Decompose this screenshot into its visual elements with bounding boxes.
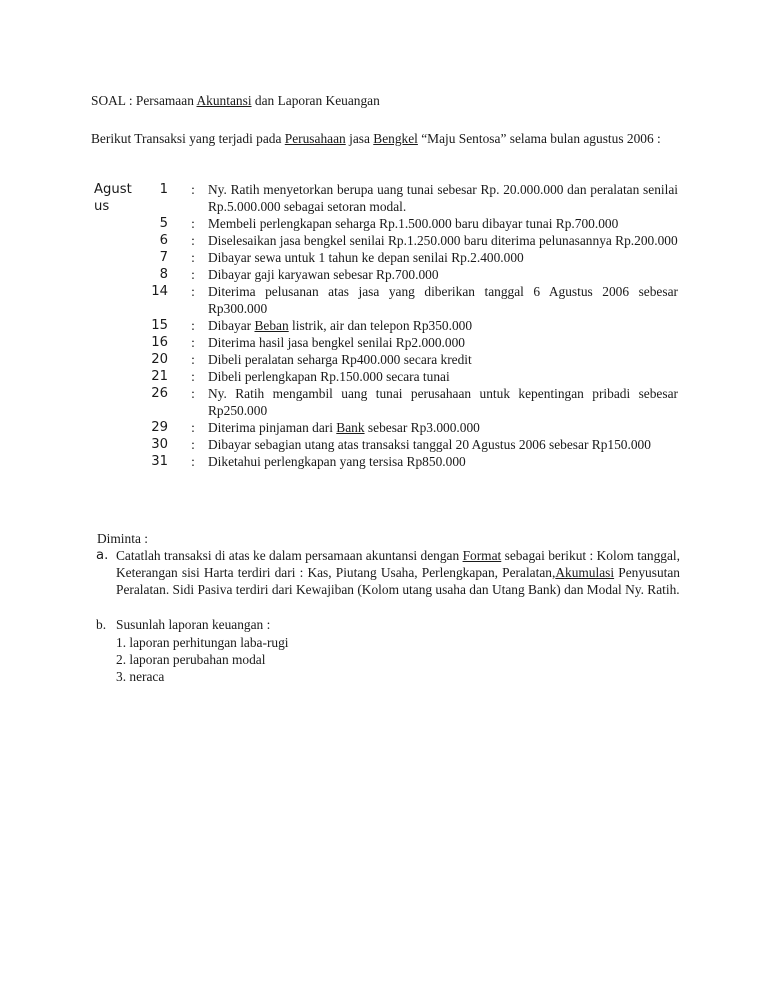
task-a-text: [116, 547, 680, 598]
transaction-row: [94, 232, 678, 249]
transaction-row: [94, 215, 678, 232]
transaction-separator: :: [191, 352, 195, 367]
description-text: sebesar Rp3.000.000: [364, 420, 480, 435]
transaction-separator: :: [191, 454, 195, 469]
transaction-separator: :: [191, 369, 195, 384]
task-b-marker: b.: [96, 617, 107, 632]
transaction-row: [94, 249, 678, 266]
transaction-day: 31: [151, 454, 168, 469]
task-b: [96, 616, 680, 633]
intro-text: Berikut Transaksi yang terjadi pada: [91, 131, 285, 146]
task-text: Penyusutan Peralatan. Sidi Pasiva terdiri dari Kewajiban (Kolom utang usaha dan Utang Bank) dan Modal Ny. Ratih.: [116, 565, 680, 597]
document-title: [91, 92, 380, 109]
transaction-row: [94, 181, 678, 215]
transaction-day: 26: [151, 386, 168, 401]
title-suffix: dan Laporan Keuangan: [251, 93, 380, 108]
title-prefix: SOAL : Persamaan: [91, 93, 197, 108]
intro-paragraph: [91, 130, 681, 147]
description-text: Diterima pinjaman dari: [208, 420, 337, 435]
transaction-description: Diterima pelusanan atas jasa yang diberikan tanggal 6 Agustus 2006 sebesar Rp300.000: [208, 284, 678, 316]
intro-underlined-word: Bengkel: [373, 131, 418, 146]
transaction-description: Diterima hasil jasa bengkel senilai Rp2.000.000: [208, 335, 465, 350]
transaction-description: Diketahui perlengkapan yang tersisa Rp850.000: [208, 454, 466, 469]
transaction-row: [94, 317, 678, 334]
transaction-day: 5: [159, 216, 168, 231]
transaction-separator: :: [191, 182, 195, 197]
transaction-day: 14: [151, 284, 168, 299]
transaction-description: Ny. Ratih mengambil uang tunai perusahaan untuk kepentingan pribadi sebesar Rp250.000: [208, 386, 678, 418]
description-underlined-word: Bank: [336, 420, 365, 435]
list-item: 1. laporan perhitungan laba-rugi: [116, 635, 289, 650]
transaction-separator: :: [191, 233, 195, 248]
transaction-description: Dibayar sewa untuk 1 tahun ke depan senilai Rp.2.400.000: [208, 250, 524, 265]
transaction-separator: :: [191, 437, 195, 452]
intro-underlined-word: Perusahaan: [284, 131, 346, 146]
diminta-heading: Diminta :: [97, 531, 148, 546]
transaction-day: 21: [151, 369, 168, 384]
transaction-separator: :: [191, 420, 195, 435]
transaction-separator: :: [191, 250, 195, 265]
task-a: [96, 547, 680, 598]
transaction-row: [94, 334, 678, 351]
list-item: 2. laporan perubahan modal: [116, 652, 266, 667]
transaction-day: 16: [151, 335, 168, 350]
report-list: [116, 634, 289, 685]
transaction-day: 1: [159, 182, 168, 197]
transaction-day: 29: [151, 420, 168, 435]
list-item: 3. neraca: [116, 669, 165, 684]
month-line-1: Agust: [94, 182, 132, 197]
transaction-day: 20: [151, 352, 168, 367]
task-a-marker: a.: [96, 548, 109, 563]
task-b-text: Susunlah laporan keuangan :: [116, 617, 271, 632]
title-underlined-word: Akuntansi: [196, 93, 252, 108]
transaction-day: 30: [151, 437, 168, 452]
transaction-row: [94, 419, 678, 436]
transaction-separator: :: [191, 335, 195, 350]
description-text: listrik, air dan telepon Rp350.000: [288, 318, 473, 333]
transaction-row: [94, 436, 678, 453]
transaction-description: [208, 419, 678, 436]
transaction-row: [94, 351, 678, 368]
transaction-separator: :: [191, 386, 195, 401]
month-line-2: us: [94, 199, 110, 214]
description-text: Dibayar: [208, 318, 255, 333]
month-label: [94, 181, 146, 215]
task-text: sebagai berikut : Kolom tanggal, Keterangan sisi Harta terdiri dari : Kas, Piutang Usaha, Perlengkapan, Peralatan,: [116, 548, 680, 580]
transaction-day: 7: [159, 250, 168, 265]
transaction-separator: :: [191, 267, 195, 282]
transaction-separator: :: [191, 318, 195, 333]
description-underlined-word: Beban: [254, 318, 289, 333]
transaction-row: [94, 368, 678, 385]
transaction-separator: :: [191, 284, 195, 299]
transaction-row: [94, 453, 678, 470]
task-underlined-word: Akumulasi: [555, 565, 615, 580]
transaction-day: 6: [159, 233, 168, 248]
transaction-description: [208, 317, 678, 334]
transaction-day: 8: [159, 267, 168, 282]
transaction-separator: :: [191, 216, 195, 231]
transaction-description: Membeli perlengkapan seharga Rp.1.500.000 baru dibayar tunai Rp.700.000: [208, 216, 619, 231]
transaction-row: [94, 283, 678, 317]
transaction-description: Dibayar gaji karyawan sebesar Rp.700.000: [208, 267, 439, 282]
task-text: Catatlah transaksi di atas ke dalam persamaan akuntansi dengan: [116, 548, 463, 563]
transaction-row: [94, 385, 678, 419]
intro-text: jasa: [345, 131, 374, 146]
intro-text: “Maju Sentosa” selama bulan agustus 2006 :: [417, 131, 661, 146]
transaction-description: Dibeli peralatan seharga Rp400.000 secara kredit: [208, 352, 472, 367]
transaction-description: Dibayar sebagian utang atas transaksi tanggal 20 Agustus 2006 sebesar Rp150.000: [208, 437, 651, 452]
task-underlined-word: Format: [462, 548, 502, 563]
transaction-table: [94, 181, 678, 470]
transaction-description: Ny. Ratih menyetorkan berupa uang tunai sebesar Rp. 20.000.000 dan peralatan senilai Rp.5.000.000 sebagai setoran modal.: [208, 182, 678, 214]
transaction-description: Diselesaikan jasa bengkel senilai Rp.1.250.000 baru diterima pelunasannya Rp.200.000: [208, 233, 678, 248]
transaction-description: Dibeli perlengkapan Rp.150.000 secara tunai: [208, 369, 450, 384]
transaction-day: 15: [151, 318, 168, 333]
transaction-row: [94, 266, 678, 283]
